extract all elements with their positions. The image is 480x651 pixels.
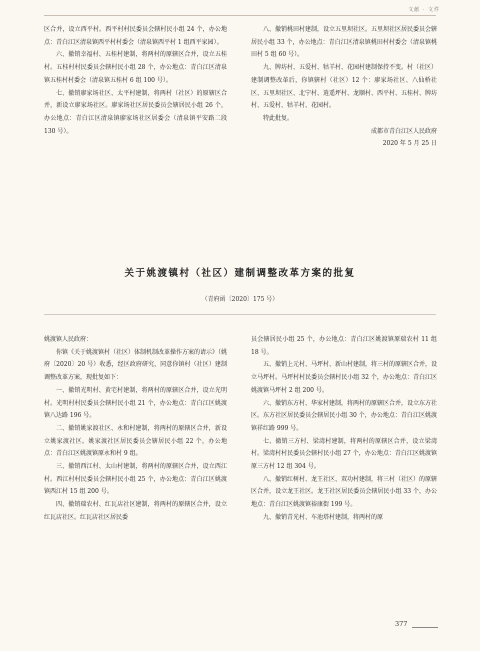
- paragraph: 五、撤销上元村、马坪村、新山村建制，将三村的原辖区合并，设立马坪村。马坪村村民委员会辖村民小组 32 个，办公地点：青白江区姚渡镇马坪村 2 组 200 号。: [251, 361, 438, 394]
- paragraph: 九、撤销青光村、车池塔村建制，将两村的原: [263, 513, 384, 521]
- paragraph: 区合并，设立西平村。西平村村民委员会辖村民小组 24 个，办公地点：青白江区清泉镇西平村村委会（清泉镇西平村 1 组西平家园）。: [44, 26, 227, 46]
- paragraph: 姚渡镇人民政府：: [44, 336, 93, 343]
- bottom-right-column: [251, 334, 437, 525]
- paragraph: 二、撤销姚家渡社区、永和村建制，将两村的原辖区合并，新设立姚家渡社区。姚家渡社区居民委员会辖居民小组 22 个，办公地点：青白江区姚渡镇原永和村 9 组。: [44, 424, 227, 458]
- top-left-column: [44, 24, 227, 138]
- header-rule: [44, 15, 436, 16]
- document-number: （青府函〔2020〕175 号）: [201, 296, 279, 303]
- paragraph: 特此批复。: [263, 114, 294, 122]
- paragraph: 六、撤销东方村、华家村建制，将两村的原辖区合并，设立东方社区。东方社区居民委员会辖居民小组 30 个，办公地点：青白江区姚渡镇祥红路 999 号。: [251, 399, 438, 432]
- paragraph: 九、牌坊村、五爱村、牯羊村、花园村建制保持不变。村（社区）建制调整改革后，你镇辖村（社区）12 个：廖家场社区、八仙桥社区、五里坝社区、北宁村、逍遥坪村、龙顺村、西平村、五桂村、牌坊村、五爱村、牯羊村、花园村。: [251, 64, 438, 110]
- paragraph: 四、撤销瑞农村、红瓦店社区建制，将两村的原辖区合并，设立红瓦店社区。红瓦店社区居民委: [44, 501, 227, 521]
- top-right-column: [251, 24, 437, 151]
- section-separator: [44, 314, 436, 315]
- paragraph: 你镇《关于姚渡镇村（社区）体制机制改革操作方案的请示》（姚府〔2020〕20 号）收悉，经区政府研究，同意你镇村（社区）建制调整改革方案，现批复如下：: [44, 348, 228, 382]
- paragraph: 八、撤销桃田村建制，设立五里坝社区。五里坝社区居民委员会辖居民小组 33 个，办公地点：青白江区清泉镇桃田村村委会（清泉镇桃田村 5 组 60 号）。: [251, 26, 438, 59]
- paragraph: 八、撤销红树村、龙王社区、双功村建制，将三村（社区）的原辖区合并，设立龙王社区。龙王社区居民委员会辖居民小组 33 个，办公地点：青白江区姚渡镇裕康街 199 号。: [251, 475, 438, 509]
- paragraph: 一、撤销光明村、黄宅村建制，将两村的原辖区合并，设立光明村。光明村村民委员会辖村民小组 21 个，办公地点：青白江区姚渡镇八达路 196 号。: [44, 386, 227, 420]
- paragraph: 三、撤销西江村、太山村建制，将两村的原辖区合并，设立西江村。西江村村民委员会辖村民小组 25 个，办公地点：青白江区姚渡镇西江村 15 组 200 号。: [44, 463, 227, 496]
- paragraph: 六、撤销幸福村、五桂村建制，将两村的原辖区合并，设立五桂村。五桂村村民委员会辖村民小组 28 个，办公地点：青白江区清泉镇五桂村村委会（清泉镇五桂村 6 组 100 号）。: [44, 51, 227, 84]
- page-number-rule: [412, 627, 438, 628]
- document-title: 关于姚渡镇村（社区）建制调整改革方案的批复: [124, 268, 356, 279]
- bottom-left-column: [44, 334, 227, 525]
- paragraph: 七、撤销三方村、梁湾村建制，将两村的原辖区合并，设立梁湾村。梁湾村村民委员会辖村民小组 27 个，办公地点：青白江区姚渡镇原三方村 12 组 304 号。: [251, 437, 437, 471]
- signature-date: 2020 年 5 月 25 日: [382, 140, 437, 148]
- paragraph: 员会辖居民小组 25 个，办公地点：青白江区姚渡镇原瑞农村 11 组 18 号。: [251, 336, 437, 356]
- paragraph: 七、撤销廖家场社区、太平村建制，将两村（社区）的原辖区合并，新设立廖家场社区。廖家场社区居民委员会辖居民小组 26 个，办公地点：青白江区清泉镇廖家场社区居委会（清泉镇平安路二段 130 号）。: [44, 89, 227, 135]
- signature-org: 成都市青白江区人民政府: [370, 127, 437, 135]
- top-right-body: [251, 24, 437, 126]
- page-number: 377: [395, 620, 408, 628]
- running-header: 文献 · 文件: [408, 7, 440, 13]
